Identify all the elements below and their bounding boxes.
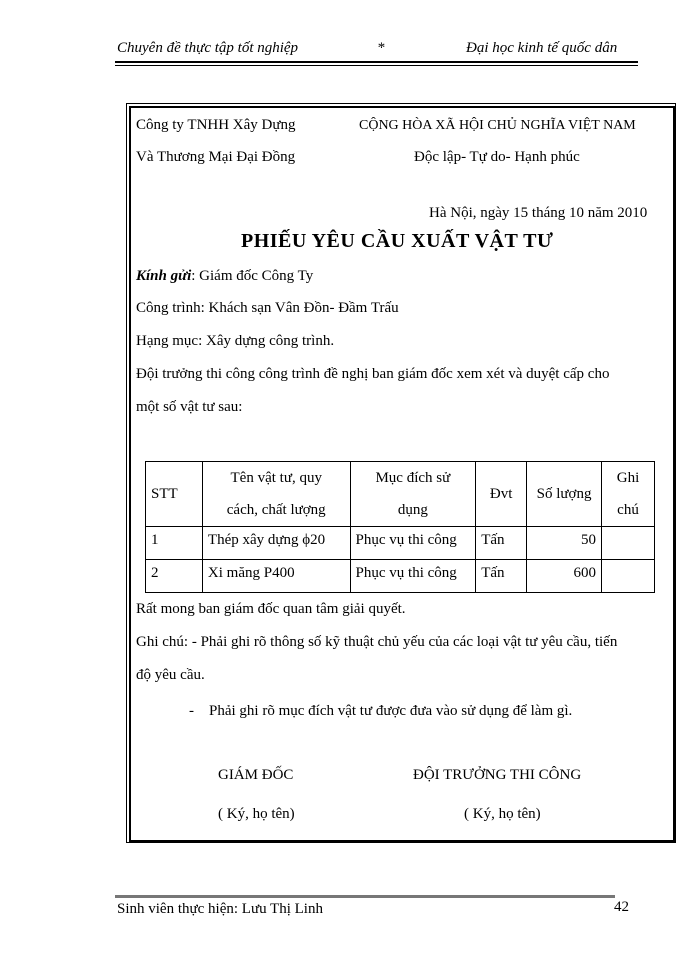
- header-note: [602, 462, 655, 527]
- header-qty: Số lượng: [527, 462, 602, 527]
- header-note-line2: chú: [617, 502, 639, 518]
- header-name-line2: cách, chất lượng: [226, 502, 326, 518]
- cell-qty: 50: [527, 527, 602, 560]
- header-note-line1: Ghi: [616, 470, 640, 486]
- company-name-line1: Công ty TNHH Xây Dựng: [136, 117, 296, 133]
- document-date: Hà Nội, ngày 15 tháng 10 năm 2010: [429, 205, 648, 221]
- cell-unit: Tấn: [476, 560, 527, 593]
- table-row: [146, 560, 655, 593]
- document-title: PHIẾU YÊU CẦU XUẤT VẬT TƯ: [241, 230, 554, 252]
- note-bullet: -: [189, 703, 194, 719]
- footer-student: Sinh viên thực hiện: Lưu Thị Linh: [117, 901, 323, 917]
- table-header-row: [146, 462, 655, 527]
- cell-name: Xi măng P400: [202, 560, 350, 593]
- signature-director-title: GIÁM ĐỐC: [218, 767, 294, 783]
- note-line1: Ghi chú: - Phải ghi rõ thông số kỹ thuật chủ yếu của các loại vật tư yêu cầu, tiến: [136, 634, 618, 650]
- cell-qty: 600: [527, 560, 602, 593]
- page-number: 42: [614, 899, 629, 915]
- header-left: Chuyên đề thực tập tốt nghiệp: [117, 40, 299, 56]
- category-line: Hạng mục: Xây dựng công trình.: [136, 333, 335, 349]
- signature-leader-title: ĐỘI TRƯỞNG THI CÔNG: [413, 767, 582, 783]
- header-right: Đại học kinh tế quốc dân: [466, 40, 618, 56]
- signature-leader-note: ( Ký, họ tên): [464, 806, 541, 822]
- header-purpose-line2: dụng: [397, 502, 428, 518]
- header-purpose: [350, 462, 476, 527]
- header-rule-thin: [115, 65, 638, 66]
- footer-rule: [115, 895, 615, 898]
- cell-purpose: Phục vụ thi công: [350, 527, 476, 560]
- header-rule: [115, 61, 638, 63]
- cell-purpose: Phục vụ thi công: [350, 560, 476, 593]
- table-row: [146, 527, 655, 560]
- cell-note: [602, 560, 655, 593]
- header-stt: STT: [146, 462, 203, 527]
- header-purpose-line1: Mục đích sử: [375, 470, 451, 486]
- header-center: *: [377, 40, 385, 56]
- project-line: Công trình: Khách sạn Vân Đồn- Đầm Trấu: [136, 300, 399, 316]
- company-name-line2: Và Thương Mại Đại Đồng: [136, 149, 296, 165]
- note-line3: Phải ghi rõ mục đích vật tư được đưa vào sử dụng để làm gì.: [209, 703, 573, 719]
- cell-name: Thép xây dựng ϕ20: [202, 527, 350, 560]
- header-unit: Đvt: [476, 462, 527, 527]
- cell-stt: 1: [146, 527, 203, 560]
- cell-unit: Tấn: [476, 527, 527, 560]
- recipient-value: : Giám đốc Công Ty: [191, 268, 314, 284]
- signature-director-note: ( Ký, họ tên): [218, 806, 295, 822]
- nation-title: CỘNG HÒA XÃ HỘI CHỦ NGHĨA VIỆT NAM: [359, 118, 636, 133]
- request-line2: một số vật tư sau:: [136, 399, 243, 415]
- request-line1: Đội trưởng thi công công trình đề nghị ban giám đốc xem xét và duyệt cấp cho: [136, 366, 610, 382]
- recipient-line: [136, 268, 313, 285]
- header-name: [202, 462, 350, 527]
- header-name-line1: Tên vật tư, quy: [230, 470, 322, 486]
- cell-stt: 2: [146, 560, 203, 593]
- materials-table: [145, 461, 655, 593]
- note-line2: độ yêu cầu.: [136, 667, 205, 683]
- closing-line: Rất mong ban giám đốc quan tâm giải quyết.: [136, 601, 406, 617]
- recipient-label: Kính gửi: [136, 268, 192, 284]
- nation-motto: Độc lập- Tự do- Hạnh phúc: [414, 149, 580, 165]
- cell-note: [602, 527, 655, 560]
